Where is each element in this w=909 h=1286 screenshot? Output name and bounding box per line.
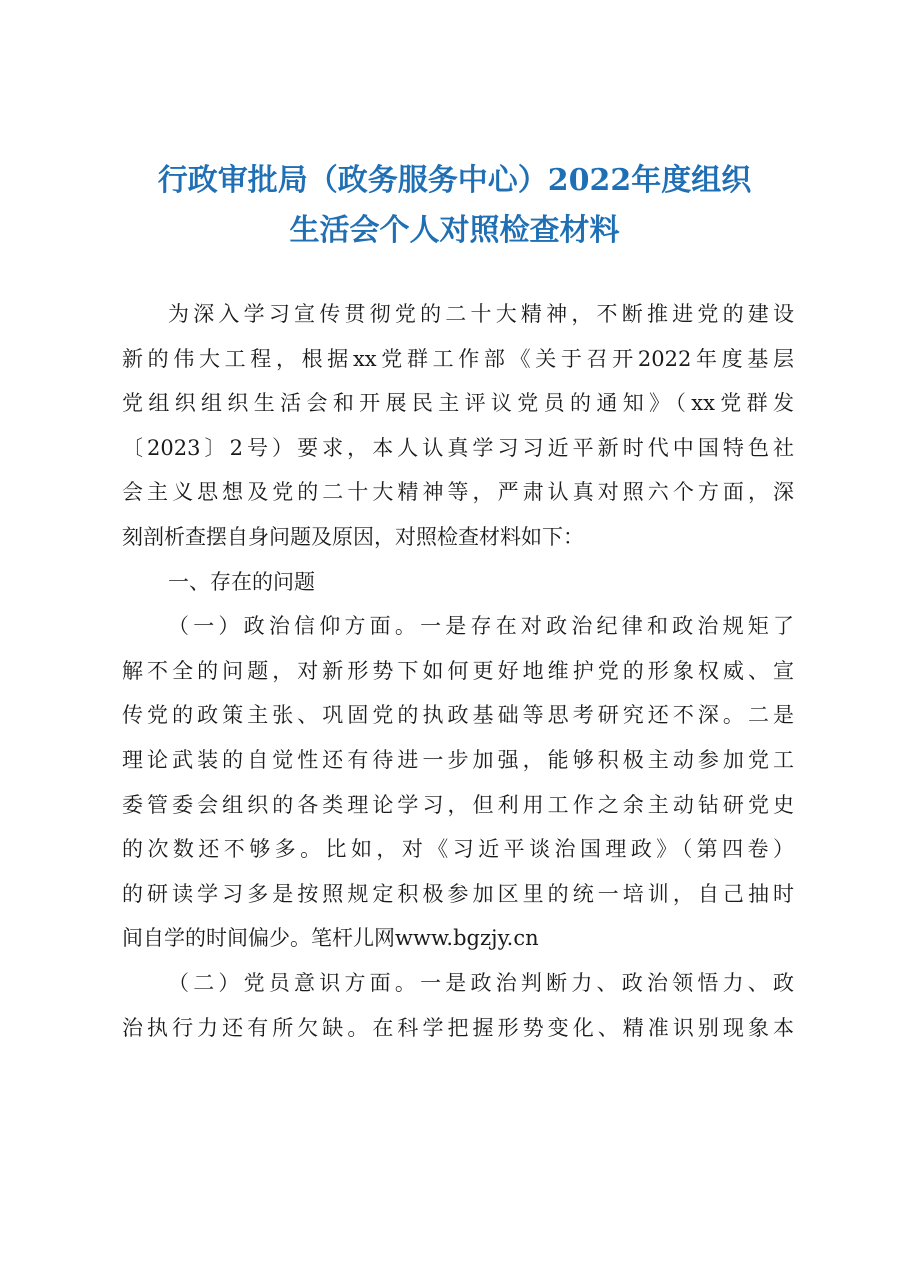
paragraph-line: 〔2023〕2号）要求，本人认真学习习近平新时代中国特色社 bbox=[122, 435, 794, 460]
paragraph-line: 治执行力还有所欠缺。在科学把握形势变化、精准识别现象本 bbox=[122, 1015, 794, 1040]
paragraph-line: 刻剖析查摆自身问题及原因，对照检查材料如下： bbox=[122, 524, 584, 549]
paragraph-line: 的研读学习多是按照规定积极参加区里的统一培训，自己抽时 bbox=[122, 881, 794, 906]
document-title-line-2: 生活会个人对照检查材料 bbox=[289, 213, 620, 248]
paragraph-line: （二）党员意识方面。一是政治判断力、政治领悟力、政 bbox=[168, 970, 794, 995]
paragraph-line: 解不全的问题，对新形势下如何更好地维护党的形象权威、宣 bbox=[122, 658, 794, 683]
paragraph-line: 新的伟大工程，根据xx党群工作部《关于召开2022年度基层 bbox=[122, 346, 794, 371]
paragraph-line: 理论武装的自觉性还有待进一步加强，能够积极主动参加党工 bbox=[122, 747, 794, 772]
document-title-line-1: 行政审批局（政务服务中心）2022年度组织 bbox=[157, 163, 752, 198]
paragraph-line: （一）政治信仰方面。一是存在对政治纪律和政治规矩了 bbox=[168, 614, 794, 639]
paragraph-line: 委管委会组织的各类理论学习，但利用工作之余主动钻研党史 bbox=[122, 792, 794, 817]
paragraph-line: 间自学的时间偏少。笔杆儿网www.bgzjy.cn bbox=[122, 926, 539, 951]
paragraph-line: 为深入学习宣传贯彻党的二十大精神，不断推进党的建设 bbox=[168, 302, 794, 326]
section-heading: 一、存在的问题 bbox=[168, 569, 315, 594]
paragraph-line: 会主义思想及党的二十大精神等，严肃认真对照六个方面，深 bbox=[122, 480, 794, 505]
paragraph-line: 的次数还不够多。比如，对《习近平谈治国理政》（第四卷） bbox=[122, 837, 794, 862]
document-body bbox=[122, 292, 794, 1050]
paragraph-line: 传党的政策主张、巩固党的执政基础等思考研究还不深。二是 bbox=[122, 703, 794, 728]
paragraph-line: 党组织组织生活会和开展民主评议党员的通知》（xx党群发 bbox=[122, 391, 794, 416]
